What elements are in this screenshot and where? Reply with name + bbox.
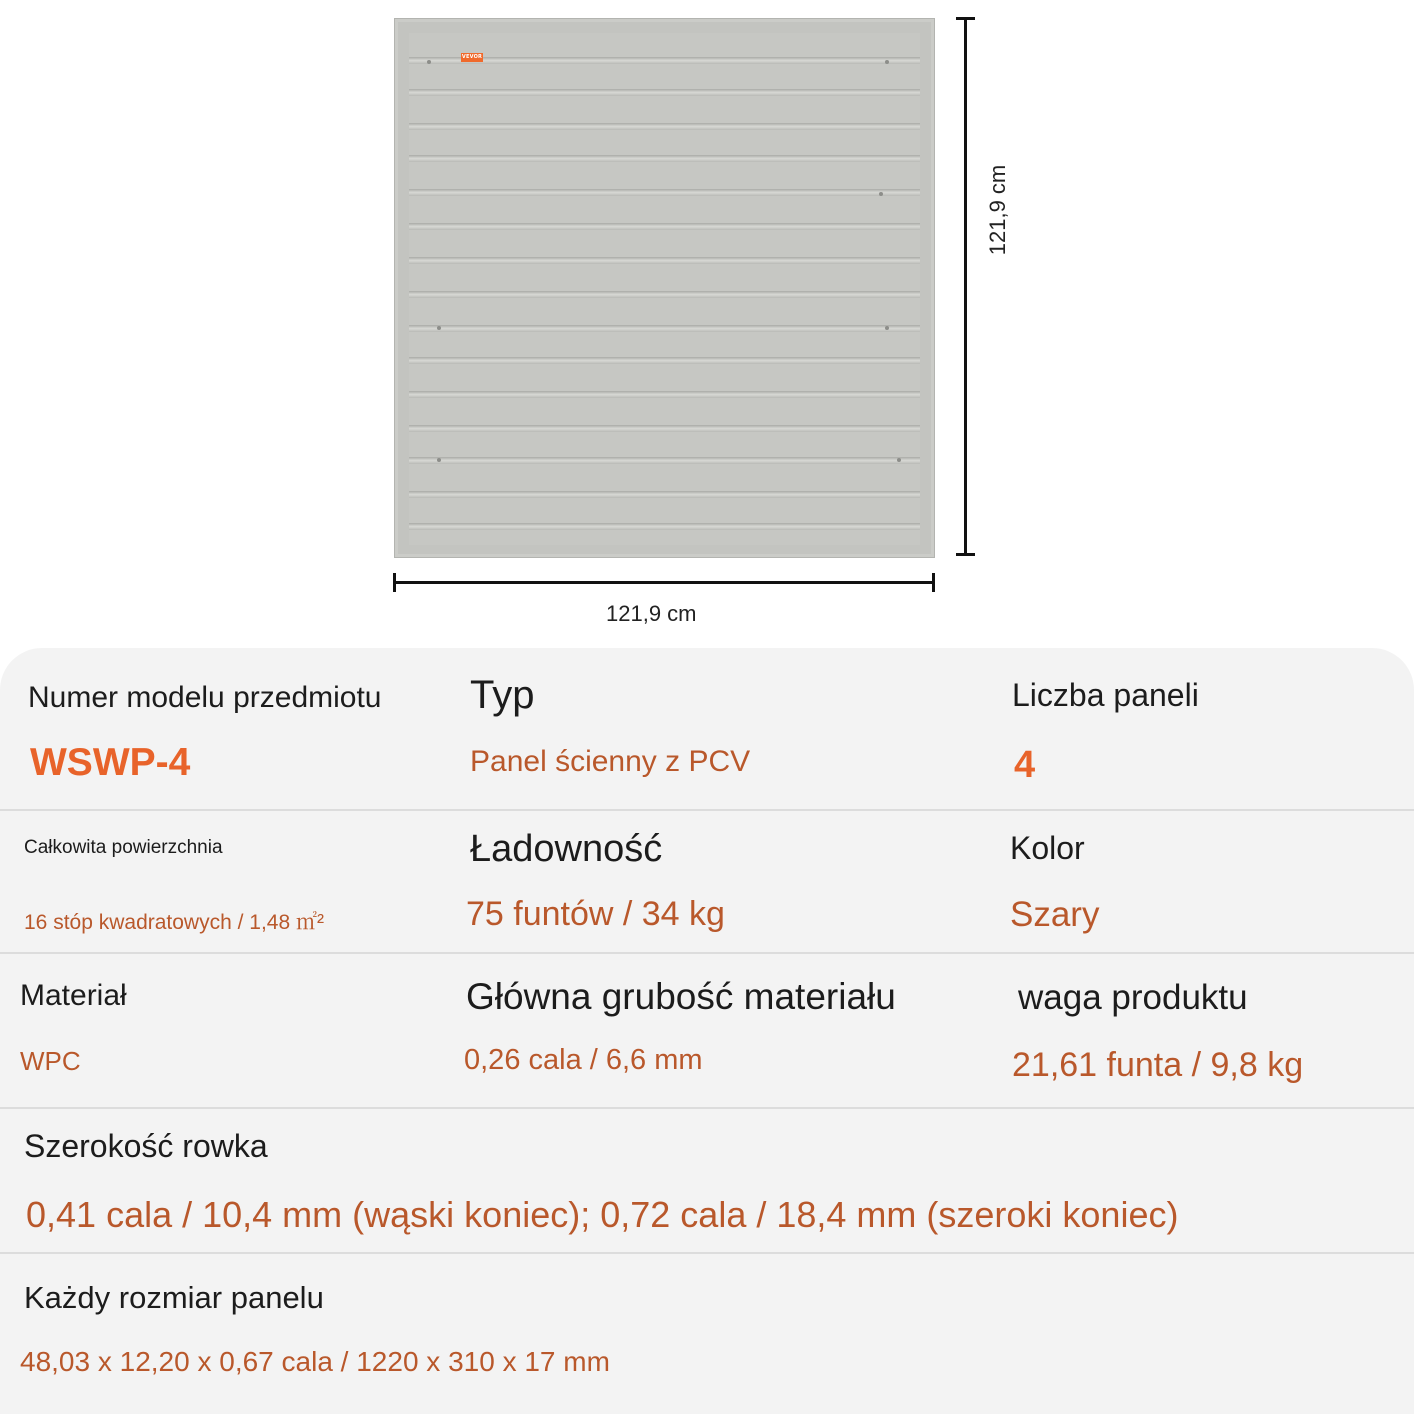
total-area-label: Całkowita powierzchnia <box>24 837 223 858</box>
panel-groove <box>409 457 920 464</box>
spec-card <box>0 648 1414 1414</box>
screw-icon <box>885 60 889 64</box>
weight-label: waga produktu <box>1018 978 1248 1017</box>
screw-icon <box>437 458 441 462</box>
model-value: WSWP-4 <box>30 741 191 784</box>
color-value: Szary <box>1010 895 1100 934</box>
panel-groove <box>409 523 920 530</box>
panel-groove <box>409 325 920 332</box>
thickness-value: 0,26 cala / 6,6 mm <box>464 1044 703 1076</box>
weight-value: 21,61 funta / 9,8 kg <box>1012 1046 1304 1084</box>
panel-groove <box>409 189 920 196</box>
screw-icon <box>897 458 901 462</box>
panel-groove <box>409 291 920 298</box>
panel-groove <box>409 391 920 398</box>
groove-width-value: 0,41 cala / 10,4 mm (wąski koniec); 0,72 cala / 18,4 mm (szeroki koniec) <box>26 1194 1179 1235</box>
panel-groove <box>409 357 920 364</box>
type-label: Typ <box>470 673 535 717</box>
row-divider <box>0 1252 1414 1254</box>
panel-groove <box>409 57 920 64</box>
panel-count-value: 4 <box>1014 744 1036 786</box>
product-panel-image <box>394 18 935 558</box>
screw-icon <box>437 326 441 330</box>
panel-groove <box>409 123 920 130</box>
type-value: Panel ścienny z PCV <box>470 745 751 778</box>
panel-groove <box>409 89 920 96</box>
panel-groove <box>409 257 920 264</box>
panel-size-label: Każdy rozmiar panelu <box>24 1280 324 1315</box>
height-label: 121,9 cm <box>985 164 1010 256</box>
panel-groove <box>409 425 920 432</box>
panel-groove <box>409 491 920 498</box>
groove-width-label: Szerokość rowka <box>24 1128 268 1164</box>
load-capacity-label: Ładowność <box>470 828 663 870</box>
panel-count-label: Liczba paneli <box>1012 677 1199 713</box>
load-capacity-value: 75 funtów / 34 kg <box>466 895 725 933</box>
screw-icon <box>427 60 431 64</box>
width-label: 121,9 cm <box>606 601 697 626</box>
row-divider <box>0 809 1414 811</box>
screw-icon <box>879 192 883 196</box>
panel-groove <box>409 155 920 162</box>
screw-icon <box>885 326 889 330</box>
material-value: WPC <box>20 1046 81 1076</box>
row-divider <box>0 952 1414 954</box>
total-area-value: 16 stóp kwadratowych / 1,48 ㎡² <box>24 911 324 934</box>
model-label: Numer modelu przedmiotu <box>28 681 382 714</box>
panel-groove <box>409 223 920 230</box>
row-divider <box>0 1107 1414 1109</box>
vevor-logo: VEVOR <box>461 54 483 60</box>
material-label: Materiał <box>20 979 127 1012</box>
thickness-label: Główna grubość materiału <box>466 976 896 1017</box>
panel-face <box>409 33 920 545</box>
color-label: Kolor <box>1010 830 1085 866</box>
panel-size-value: 48,03 x 12,20 x 0,67 cala / 1220 x 310 x 17 mm <box>20 1346 610 1377</box>
